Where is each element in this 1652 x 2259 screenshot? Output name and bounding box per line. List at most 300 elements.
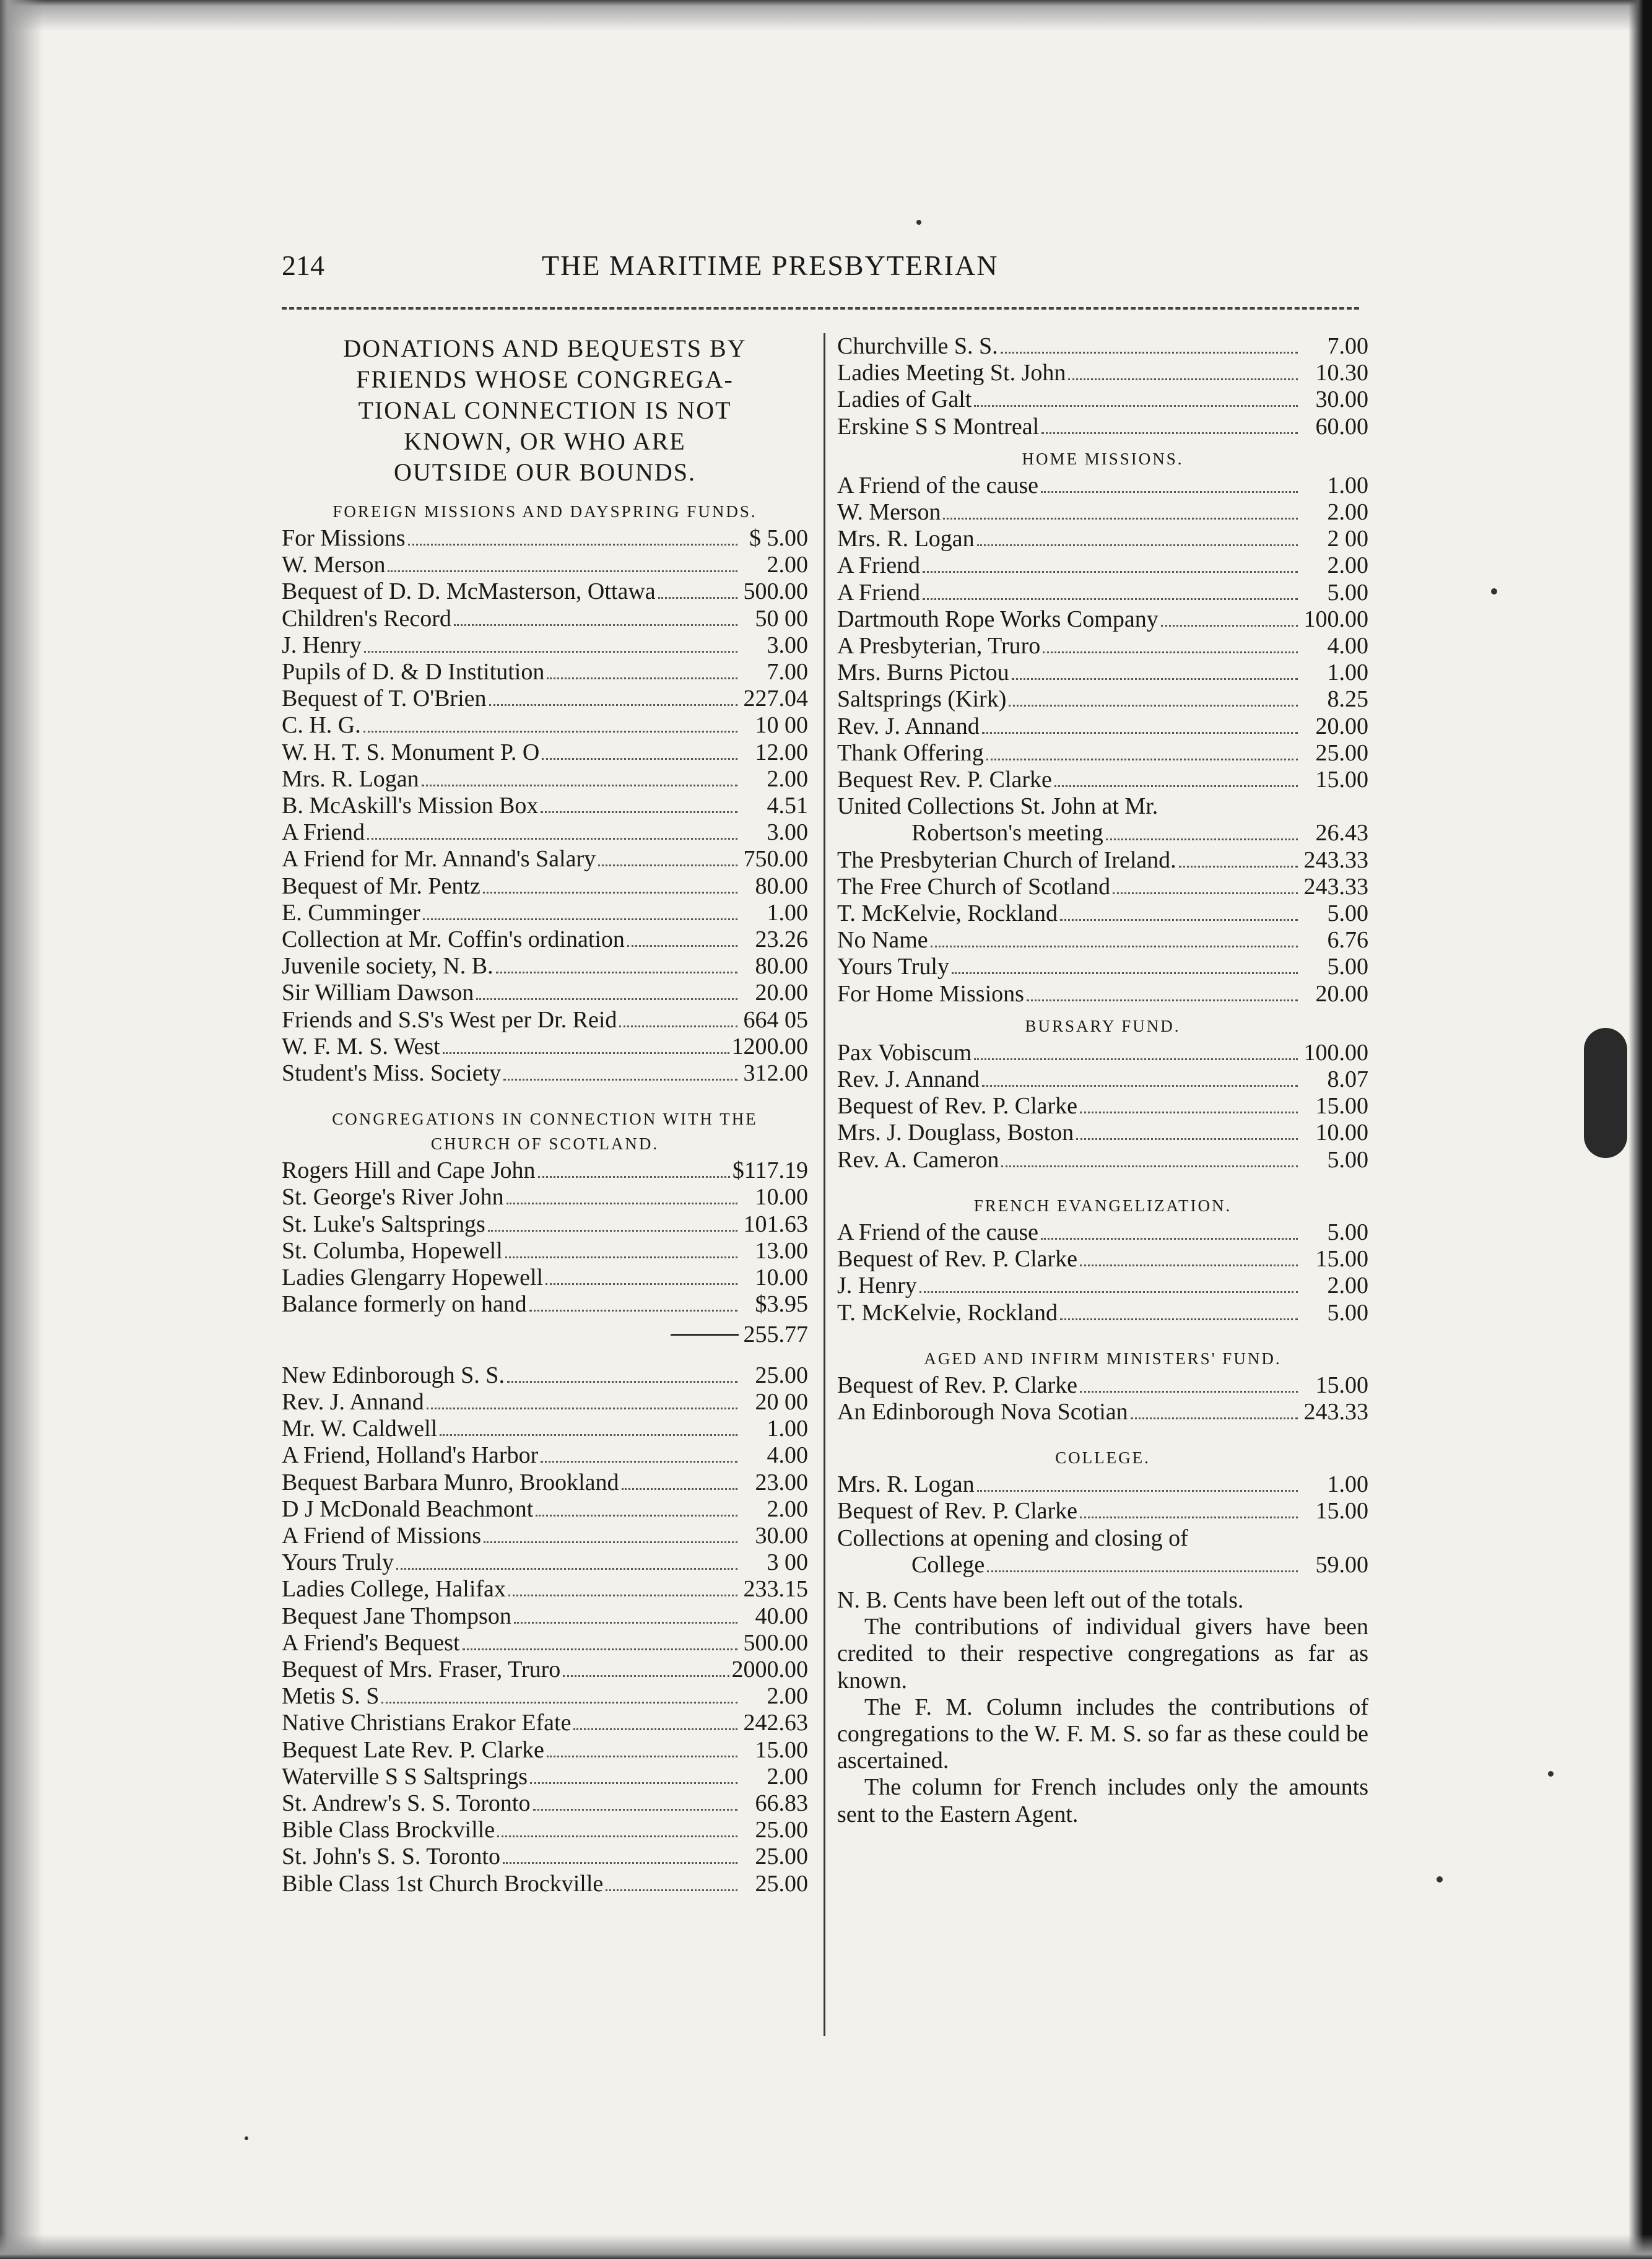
leader-dots	[489, 686, 738, 706]
leader-dots	[1027, 981, 1298, 1001]
ledger-entry	[282, 1710, 808, 1736]
left-column	[282, 333, 808, 1897]
leader-dots	[505, 1238, 737, 1258]
ledger-entry	[282, 1211, 808, 1238]
leader-dots	[1113, 874, 1298, 894]
entry-name: Bequest Rev. P. Clarke	[837, 767, 1052, 793]
entry-name: Mrs. R. Logan	[837, 1471, 975, 1498]
entry-name: Bequest Barbara Munro, Brookland	[282, 1469, 619, 1495]
entry-amount: 15.00	[1315, 1372, 1368, 1398]
entry-amount: 227.04	[743, 686, 808, 712]
entry-name: Bequest of T. O'Brien	[282, 686, 487, 712]
leader-dots	[573, 1710, 737, 1730]
leader-dots	[1080, 1372, 1298, 1393]
entry-amount: 25.00	[755, 1870, 808, 1897]
entry-name: C. H. G.	[282, 712, 361, 739]
entry-amount: 664 05	[743, 1006, 808, 1033]
leader-dots	[508, 1576, 737, 1596]
leader-dots	[542, 739, 737, 760]
leader-dots	[982, 1066, 1298, 1087]
entry-amount: 101.63	[743, 1211, 808, 1237]
bursary-list	[837, 1040, 1368, 1173]
right-top-list	[837, 333, 1368, 440]
ledger-entry	[837, 900, 1368, 927]
bursary-heading: BURSARY FUND.	[1025, 1016, 1181, 1035]
entry-amount: 1.00	[767, 1416, 808, 1442]
entry-amount: 10.00	[755, 1264, 808, 1291]
entry-amount: 2.00	[767, 765, 808, 792]
ledger-entry	[837, 927, 1368, 954]
leader-dots	[1043, 633, 1298, 653]
entry-name: Rev. A. Cameron	[837, 1146, 999, 1173]
entry-amount: 2.00	[1327, 552, 1368, 579]
ledger-entry	[837, 847, 1368, 874]
ledger-entry	[837, 552, 1368, 579]
college-list	[837, 1471, 1368, 1525]
ledger-entry	[837, 740, 1368, 767]
entry-amount: 312.00	[743, 1060, 808, 1087]
entry-amount: 60.00	[1315, 413, 1368, 440]
leader-dots	[454, 606, 737, 626]
leader-dots	[1080, 1246, 1298, 1266]
home-missions-list	[837, 472, 1368, 793]
entry-amount: 30.00	[755, 1522, 808, 1549]
ledger-entry	[282, 1007, 808, 1034]
entry-amount: 13.00	[755, 1237, 808, 1264]
leader-dots	[530, 1764, 737, 1784]
leader-dots	[1080, 1093, 1298, 1113]
leader-dots	[427, 1389, 737, 1409]
leader-dots	[1131, 1399, 1298, 1419]
entry-name: W. F. M. S. West	[282, 1033, 440, 1060]
entry-amount: 10 00	[755, 712, 808, 739]
ledger-entry	[282, 1764, 808, 1790]
leader-dots	[536, 1496, 737, 1517]
main-heading	[282, 333, 808, 488]
entry-amount: $117.19	[732, 1157, 808, 1184]
entry-amount: 59.00	[1315, 1551, 1368, 1578]
entry-amount: 500.00	[743, 1629, 808, 1656]
entry-amount: 50 00	[755, 605, 808, 632]
entry-amount: 1.00	[1327, 659, 1368, 686]
leader-dots	[484, 1523, 737, 1543]
scotland-total: 255.77	[743, 1321, 808, 1348]
entry-amount: 2.00	[767, 552, 808, 578]
ledger-entry	[837, 633, 1368, 659]
entry-name: Bible Class Brockville	[282, 1817, 495, 1843]
entry-amount: 2.00	[767, 1495, 808, 1522]
scotland-heading-line: CONGREGATIONS IN CONNECTION WITH THE	[332, 1110, 758, 1129]
entry-name: A Friend of the cause	[837, 1219, 1039, 1245]
ledger-entry	[282, 1576, 808, 1603]
ledger-entry	[837, 1093, 1368, 1120]
entry-amount: 2.00	[767, 1763, 808, 1790]
ledger-entry	[837, 713, 1368, 740]
entry-name: Balance formerly on hand	[282, 1291, 527, 1318]
ledger-entry	[837, 472, 1368, 499]
ledger-entry	[282, 659, 808, 686]
entry-amount: 66.83	[755, 1790, 808, 1816]
ledger-entry	[282, 1549, 808, 1576]
ledger-entry	[282, 1060, 808, 1087]
entry-amount: 15.00	[1315, 1093, 1368, 1120]
entry-amount: 10.00	[755, 1184, 808, 1211]
leader-dots	[982, 713, 1298, 734]
entry-name: St. Columba, Hopewell	[282, 1237, 503, 1264]
column-divider	[824, 333, 825, 2036]
entry-amount: 15.00	[1315, 1498, 1368, 1525]
ledger-entry	[282, 926, 808, 953]
leader-dots	[606, 1871, 737, 1891]
ledger-entry	[282, 606, 808, 632]
leader-dots	[952, 954, 1298, 974]
entry-name: Bequest of Rev. P. Clarke	[837, 1093, 1078, 1120]
entry-name: College	[911, 1551, 985, 1578]
entry-amount: 20.00	[1315, 713, 1368, 739]
entry-amount: 25.00	[755, 1843, 808, 1870]
entry-amount: 8.07	[1327, 1066, 1368, 1093]
entry-amount: 80.00	[755, 953, 808, 980]
leader-dots	[619, 1007, 737, 1027]
entry-name: St. John's S. S. Toronto	[282, 1843, 500, 1870]
leader-dots	[986, 740, 1298, 760]
leader-dots	[547, 1737, 737, 1757]
entry-name: Bequest of Rev. P. Clarke	[837, 1372, 1078, 1398]
entry-name: Sir William Dawson	[282, 980, 474, 1006]
leader-dots	[547, 659, 737, 679]
entry-amount: 5.00	[1327, 954, 1368, 980]
leader-dots	[923, 580, 1298, 600]
main-heading-line: DONATIONS AND BEQUESTS BY	[343, 334, 747, 362]
united-collections-line: United Collections St. John at Mr.	[837, 793, 1159, 820]
french-list	[837, 1219, 1368, 1326]
entry-name: A Friend, Holland's Harbor	[282, 1442, 539, 1469]
leader-dots	[541, 793, 737, 813]
entry-name: Mrs. R. Logan	[282, 765, 419, 792]
leader-dots	[1080, 1498, 1298, 1518]
entry-name: A Presbyterian, Truro	[837, 633, 1041, 659]
scan-speck	[1491, 588, 1497, 594]
note-paragraph: The F. M. Column includes the contributions of congregations to the W. F. M. S. so far as these could be ascertained.	[837, 1694, 1368, 1774]
entry-amount: 15.00	[1315, 1246, 1368, 1273]
entry-amount: 3.00	[767, 632, 808, 658]
ledger-entry	[282, 1843, 808, 1870]
ledger-entry	[282, 632, 808, 659]
entry-name: J. Henry	[837, 1273, 917, 1299]
ledger-entry	[837, 1120, 1368, 1146]
entry-name: New Edinborough S. S.	[282, 1362, 505, 1388]
entry-name: A Friend	[837, 579, 921, 606]
leader-dots	[1001, 333, 1298, 354]
ledger-entry	[837, 874, 1368, 900]
leader-dots	[388, 552, 737, 572]
ledger-entry	[282, 846, 808, 873]
entry-name: Churchville S. S.	[837, 333, 998, 359]
entry-amount: 25.00	[755, 1817, 808, 1843]
ledger-entry	[282, 1157, 808, 1184]
ledger-entry	[282, 1362, 808, 1389]
entry-amount: 26.43	[1315, 820, 1368, 847]
scan-edge-right	[1628, 0, 1652, 2259]
ledger-entry	[837, 333, 1368, 360]
scan-edge-left	[0, 0, 43, 2259]
leader-dots	[396, 1549, 737, 1570]
ledger-entry	[837, 1399, 1368, 1425]
leader-dots	[443, 1034, 729, 1054]
entry-name: Ladies College, Halifax	[282, 1576, 506, 1603]
leader-dots	[463, 1630, 737, 1650]
entry-amount: 6.76	[1327, 927, 1368, 954]
leader-dots	[423, 900, 737, 920]
entry-name: Thank Offering	[837, 739, 984, 766]
entry-amount: 80.00	[755, 873, 808, 899]
entry-amount: 20.00	[755, 980, 808, 1006]
entry-name: W. H. T. S. Monument P. O	[282, 739, 540, 765]
entry-amount: 1.00	[1327, 1471, 1368, 1498]
entry-amount: 5.00	[1327, 1219, 1368, 1245]
entry-amount: 5.00	[1327, 579, 1368, 606]
entry-amount: 7.00	[767, 659, 808, 686]
ledger-entry	[837, 1471, 1368, 1498]
scan-speck	[1548, 1771, 1554, 1777]
entry-amount: 25.00	[755, 1362, 808, 1388]
leader-dots	[367, 819, 737, 840]
entry-name: An Edinborough Nova Scotian	[837, 1398, 1128, 1425]
entry-amount: 23.26	[755, 926, 808, 953]
leader-dots	[1106, 820, 1298, 840]
ledger-entry	[837, 606, 1368, 633]
ledger-entry	[282, 1523, 808, 1549]
entry-amount: 233.15	[743, 1576, 808, 1603]
leader-dots	[538, 1157, 730, 1178]
scan-speck	[1437, 1876, 1443, 1882]
scan-speck	[916, 220, 921, 225]
entry-name: Rev. J. Annand	[837, 713, 980, 739]
entry-amount: 3.00	[767, 819, 808, 846]
french-heading: FRENCH EVANGELIZATION.	[973, 1196, 1232, 1215]
entry-amount: 4.00	[767, 1442, 808, 1469]
leader-dots	[476, 980, 737, 1000]
leader-dots	[440, 1416, 737, 1436]
entry-amount: 3 00	[767, 1549, 808, 1576]
entry-name: St. George's River John	[282, 1184, 504, 1211]
entry-amount: 750.00	[743, 846, 808, 873]
entry-name: W. Merson	[282, 552, 386, 578]
entry-amount: 20 00	[755, 1388, 808, 1415]
scotland-heading	[282, 1107, 808, 1156]
entry-amount: $3.95	[755, 1291, 808, 1318]
entry-name: Friends and S.S's West per Dr. Reid	[282, 1006, 617, 1033]
entry-name: A Friend's Bequest	[282, 1629, 460, 1656]
entry-name: No Name	[837, 927, 928, 954]
ledger-entry	[282, 900, 808, 926]
entry-amount: 10.30	[1315, 360, 1368, 386]
leader-dots	[1041, 472, 1298, 493]
leader-dots	[1054, 767, 1298, 787]
ledger-entry	[837, 1219, 1368, 1246]
entry-name: Children's Record	[282, 605, 451, 632]
ledger-entry	[282, 873, 808, 900]
entry-name: Pax Vobiscum	[837, 1039, 972, 1066]
leader-dots	[1179, 847, 1298, 868]
entry-name: Robertson's meeting	[911, 820, 1103, 847]
running-title: THE MARITIME PRESBYTERIAN	[542, 250, 999, 281]
entry-amount: 2 00	[1327, 526, 1368, 552]
ledger-entry	[837, 1040, 1368, 1066]
ledger-entry	[837, 386, 1368, 413]
entry-amount: 30.00	[1315, 386, 1368, 413]
scan-speck	[245, 2136, 248, 2140]
entry-name: Rev. J. Annand	[282, 1388, 424, 1415]
entry-name: A Friend	[282, 819, 365, 846]
entry-name: Bequest of Rev. P. Clarke	[837, 1246, 1078, 1273]
entry-amount: 2.00	[1327, 499, 1368, 526]
ledger-entry	[282, 1389, 808, 1416]
ledger-entry	[837, 1498, 1368, 1525]
binding-mark	[1584, 1028, 1627, 1158]
entry-name: Bequest Late Rev. P. Clarke	[282, 1736, 544, 1763]
total-rule	[671, 1334, 739, 1336]
leader-dots	[497, 1817, 737, 1837]
ledger-entry	[282, 1683, 808, 1710]
ledger-entry	[837, 1066, 1368, 1093]
entry-name: J. Henry	[282, 632, 362, 658]
ledger-entry	[282, 766, 808, 793]
ledger-entry	[282, 1264, 808, 1291]
ledger-entry	[837, 981, 1368, 1008]
ledger-entry	[282, 1238, 808, 1264]
leader-dots	[622, 1469, 737, 1490]
leader-dots	[977, 1471, 1298, 1492]
ledger-entry	[282, 686, 808, 712]
entry-name: Metis S. S	[282, 1683, 380, 1710]
ledger-entry	[837, 767, 1368, 793]
foreign-missions-list	[282, 525, 808, 1087]
entry-name: T. McKelvie, Rockland	[837, 1299, 1058, 1326]
entry-name: The Free Church of Scotland	[837, 873, 1111, 900]
page-number: 214	[282, 250, 324, 281]
ledger-entry	[282, 1034, 808, 1060]
entry-name: Dartmouth Rope Works Company	[837, 606, 1159, 632]
entry-name: Mrs. R. Logan	[837, 526, 975, 552]
ledger-entry	[837, 1246, 1368, 1273]
leader-dots	[974, 1040, 1298, 1060]
aged-infirm-heading: AGED AND INFIRM MINISTERS' FUND.	[924, 1349, 1282, 1368]
entry-amount: 23.00	[755, 1469, 808, 1495]
college-collections-entry	[837, 1552, 1368, 1578]
leader-dots	[1009, 686, 1298, 707]
entry-name: Juvenile society, N. B.	[282, 953, 493, 980]
scotland-heading-line: CHURCH OF SCOTLAND.	[430, 1134, 659, 1154]
entry-name: Mr. W. Caldwell	[282, 1416, 438, 1442]
ledger-entry	[282, 1291, 808, 1318]
ledger-entry	[837, 954, 1368, 980]
entry-name: Waterville S S Saltsprings	[282, 1763, 528, 1790]
ledger-entry	[282, 819, 808, 846]
entry-amount: 40.00	[755, 1603, 808, 1629]
page-header	[282, 249, 1359, 292]
main-heading-line: OUTSIDE OUR BOUNDS.	[393, 458, 697, 486]
entry-name: St. Luke's Saltsprings	[282, 1211, 485, 1237]
main-heading-line: KNOWN, OR WHO ARE	[404, 427, 686, 455]
ledger-entry	[282, 578, 808, 605]
entry-amount: 25.00	[1315, 739, 1368, 766]
leader-dots	[923, 552, 1298, 573]
entry-name: Bequest of D. D. McMasterson, Ottawa	[282, 578, 656, 605]
leader-dots	[987, 1552, 1298, 1572]
ledger-entry	[837, 1273, 1368, 1299]
leader-dots	[931, 927, 1298, 947]
note-paragraph: The column for French includes only the amounts sent to the Eastern Agent.	[837, 1774, 1368, 1827]
entry-name: St. Andrew's S. S. Toronto	[282, 1790, 531, 1816]
entry-name: Ladies Glengarry Hopewell	[282, 1264, 544, 1291]
entry-name: E. Cumminger	[282, 899, 420, 926]
entry-amount: 1.00	[1327, 472, 1368, 498]
ledger-entry	[837, 686, 1368, 713]
entry-amount: 500.00	[743, 578, 808, 605]
leader-dots	[488, 1211, 737, 1232]
entry-name: Saltsprings (Kirk)	[837, 686, 1007, 713]
leader-dots	[563, 1656, 729, 1677]
leader-dots	[1012, 659, 1298, 680]
entry-amount: 5.00	[1327, 1146, 1368, 1173]
ledger-entry	[282, 1630, 808, 1656]
entry-amount: 100.00	[1303, 1039, 1368, 1066]
leader-dots	[529, 1291, 737, 1312]
entry-amount: 1.00	[767, 899, 808, 926]
entry-amount: 12.00	[755, 739, 808, 765]
entry-name: For Missions	[282, 525, 406, 551]
leader-dots	[627, 926, 737, 947]
entry-amount: 5.00	[1327, 900, 1368, 927]
entry-name: A Friend	[837, 552, 921, 579]
leader-dots	[507, 1362, 737, 1383]
entry-amount: 20.00	[1315, 980, 1368, 1007]
ledger-entry	[837, 499, 1368, 526]
ledger-entry	[282, 1817, 808, 1843]
leader-dots	[974, 386, 1298, 407]
entry-amount: 1200.00	[731, 1033, 808, 1060]
entry-name: B. McAskill's Mission Box	[282, 793, 539, 819]
entry-amount: 2000.00	[731, 1656, 808, 1682]
leader-dots	[541, 1442, 737, 1463]
leader-dots	[1041, 414, 1298, 434]
entry-name: Ladies of Galt	[837, 386, 972, 413]
entry-name: Bequest of Mrs. Fraser, Truro	[282, 1656, 561, 1682]
ledger-entry	[282, 1442, 808, 1469]
ledger-entry	[837, 360, 1368, 386]
entry-name: Bible Class 1st Church Brockville	[282, 1870, 604, 1897]
entry-name: Collection at Mr. Coffin's ordination	[282, 926, 625, 953]
other-donations-list	[282, 1362, 808, 1897]
entry-amount: 243.33	[1303, 1398, 1368, 1425]
leader-dots	[1041, 1219, 1298, 1240]
leader-dots	[506, 1184, 737, 1204]
note-paragraph: N. B. Cents have been left out of the totals.	[837, 1587, 1244, 1613]
leader-dots	[408, 525, 737, 546]
right-column	[837, 333, 1368, 1828]
entry-amount: 4.00	[1327, 633, 1368, 659]
leader-dots	[546, 1264, 737, 1285]
leader-dots	[1068, 360, 1298, 380]
entry-name: Yours Truly	[282, 1549, 394, 1576]
ledger-entry	[282, 1496, 808, 1523]
ledger-entry	[282, 793, 808, 819]
leader-dots	[977, 526, 1298, 546]
entry-name: T. McKelvie, Rockland	[837, 900, 1058, 927]
entry-name: Bequest of Mr. Pentz	[282, 873, 480, 899]
entry-name: D J McDonald Beachmont	[282, 1495, 534, 1522]
